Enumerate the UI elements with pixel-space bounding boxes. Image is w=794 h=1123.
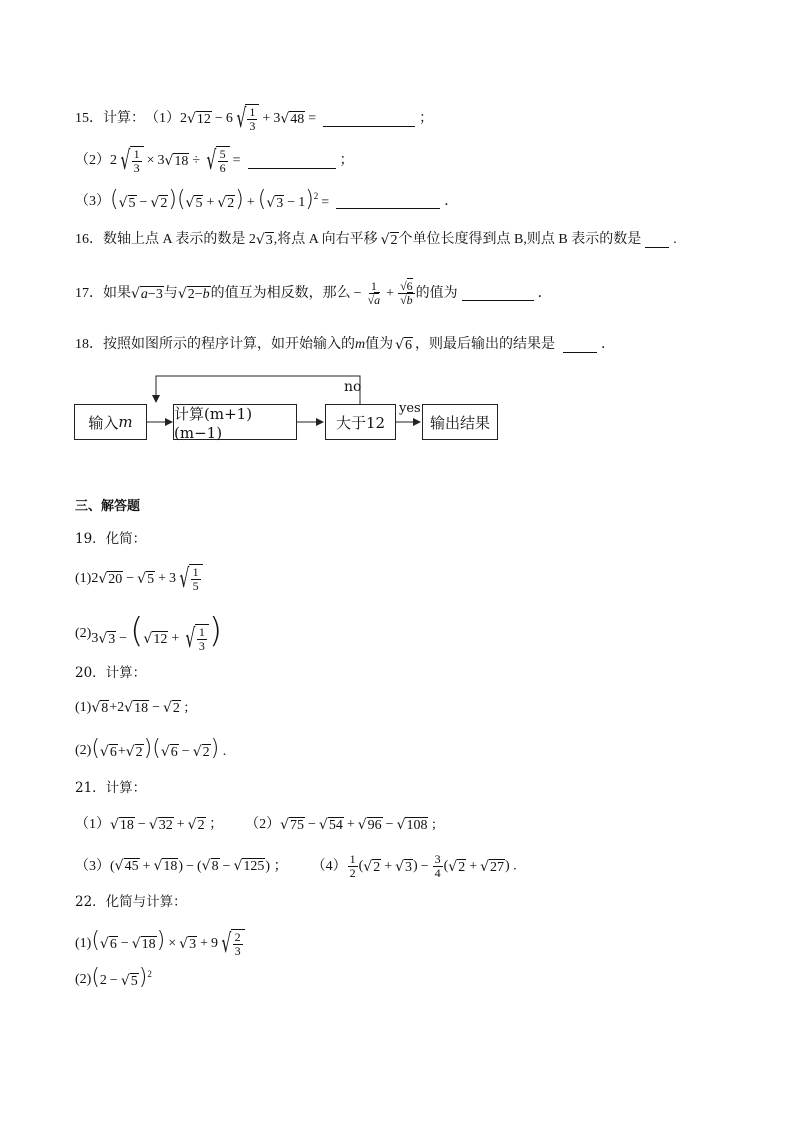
q17-end: ．: [537, 285, 552, 301]
q22-part2-label: (2): [75, 971, 92, 987]
flow-output-box: [422, 404, 498, 440]
q20-label: 20．计算：: [75, 665, 147, 681]
flow-input-label: 输入: [88, 413, 119, 432]
flow-input-box: [74, 404, 147, 440]
flow-compare-label: 大于12: [335, 413, 386, 432]
q15-period: ．: [444, 193, 459, 209]
flow-no-label: no: [344, 379, 362, 395]
q22-label: 22．化简与计算：: [75, 894, 187, 910]
q17-text-a: 17．如果: [75, 285, 131, 301]
q18-var: m: [355, 337, 366, 352]
q16-sqrt2: √ 2: [380, 232, 398, 248]
q19-part1-expr: 2 √ 20 − √ 5 + 3 √ $\frac{1}{5}$: [91, 564, 202, 594]
arrow-no-loop: [156, 376, 360, 404]
q16-sqrt3: √ 3: [255, 232, 273, 248]
q22-part1-label: (1): [75, 936, 92, 951]
flow-input-var: m: [118, 413, 133, 431]
q17-expr: − $\frac{1}{√a}$ + $\frac{√6}{√b}$: [353, 279, 413, 307]
flow-compare-box: [325, 404, 396, 440]
q21-part2-label: （2）: [245, 817, 281, 832]
q15-part1-expr: 2 √ 12 − 6 √ $\frac{1}{3}$ + 3 √ 48 =: [180, 104, 317, 134]
q17-sqrt-2-b: √ 2−b: [177, 285, 210, 302]
q20-part1-expr: √ 8 +2 √ 18 − √ 2 ;: [91, 699, 189, 716]
q20-part1-label: (1): [75, 700, 92, 715]
q22-part2: [75, 967, 152, 992]
section-3-heading: 三、解答题: [75, 499, 141, 514]
q19-part2: [75, 611, 223, 654]
q15-part2-label: （2）: [75, 153, 110, 168]
flow-output-label: 输出结果: [429, 413, 490, 432]
flow-compute-label: 计算(m+1)(m−1): [174, 404, 253, 442]
q21-part3-label: （3）: [75, 858, 110, 874]
q18-sqrt6: √ 6: [395, 337, 413, 353]
q15-semicolon-2: ；: [339, 153, 354, 168]
flow-yes-label: yes: [399, 401, 421, 416]
q18-end: ．: [601, 337, 616, 352]
q17-text-b: 与: [163, 285, 178, 301]
q21-part1-expr: √ 18 − √ 32 + √ 2 ；: [110, 816, 224, 833]
q22-part2-expr: (2 − √ 5 )$^2$: [91, 965, 152, 990]
q19-part1-label: (1): [75, 571, 92, 586]
q15-semicolon: ；: [419, 111, 434, 126]
q15-part1-label: （1）: [145, 111, 180, 126]
q20-part2: [75, 738, 226, 763]
q22-part1-expr: ( √ 6 − √ 18 ) × √ 3 + 9 √ $\frac{2}{3}$: [91, 929, 244, 959]
q21-part3-expr: ( √ 45 + √ 18 ) − ( √ 8 − √ 125 ) ；: [110, 858, 288, 875]
q16-text-a: 16．数轴上点 A 表示的数是 2: [75, 232, 256, 247]
q15-part2-expr: 2 √ $\frac{1}{3}$ × 3 √ 18 ÷ √ $\frac{5}{6}$ =: [110, 146, 241, 176]
q21-part2-expr: √ 75 − √ 54 + √ 96 − √ 108 ;: [280, 816, 436, 833]
flow-compute-box: [173, 404, 297, 440]
q17-text-d: 的值为: [415, 285, 458, 301]
q16-text-b: ,将点 A 向右平移: [273, 232, 378, 247]
q19-part1: [75, 564, 203, 594]
q21-part4-label: （4）: [311, 858, 347, 874]
q16-text-c: 个单位长度得到点 B,则点 B 表示的数是: [398, 232, 642, 247]
q17-text-c: 的值互为相反数，那么: [210, 285, 351, 301]
q21-part4-expr: $\frac{1}{2}$ ( √ 2 + √ 3 ) − $\frac{3}{4}$ ( √ 2 + √ 27 ) .: [349, 852, 517, 880]
q15-part3-expr: ( √ 5 − √ 2 )( √ 5 + √ 2 ) + ( √ 3 − 1)$^2$ =: [110, 187, 330, 212]
q20-part1: [75, 697, 188, 719]
q18-text-a: 18．按照如图所示的程序计算，如开始输入的: [75, 337, 355, 352]
q21-part1-label: （1）: [75, 817, 110, 832]
q18-text-c: ，则最后输出的结果是: [415, 337, 556, 352]
q20-part2-label: (2): [75, 742, 92, 758]
q17-sqrt-a-3: √ a−3: [131, 285, 163, 302]
q22-part1: [75, 929, 245, 959]
q15-label: 15．计算：: [75, 111, 145, 126]
q21-row2: [75, 853, 517, 880]
q20-part2-expr: ( √ 6 + √ 2 )( √ 6 − √ 2 ) .: [91, 736, 227, 761]
q16-end: .: [673, 232, 677, 247]
q15-part3-label: （3）: [75, 193, 110, 209]
q19-part2-label: (2): [75, 625, 92, 641]
q18-text-b: 值为: [365, 337, 394, 352]
q19-label: 19．化简：: [75, 531, 147, 547]
q19-part2-expr: 3 √ 3 −( √ 12 + √ $\frac{1}{3}$ ): [91, 611, 223, 654]
q21-row1: [75, 814, 436, 836]
q21-label: 21．计算：: [75, 780, 147, 796]
